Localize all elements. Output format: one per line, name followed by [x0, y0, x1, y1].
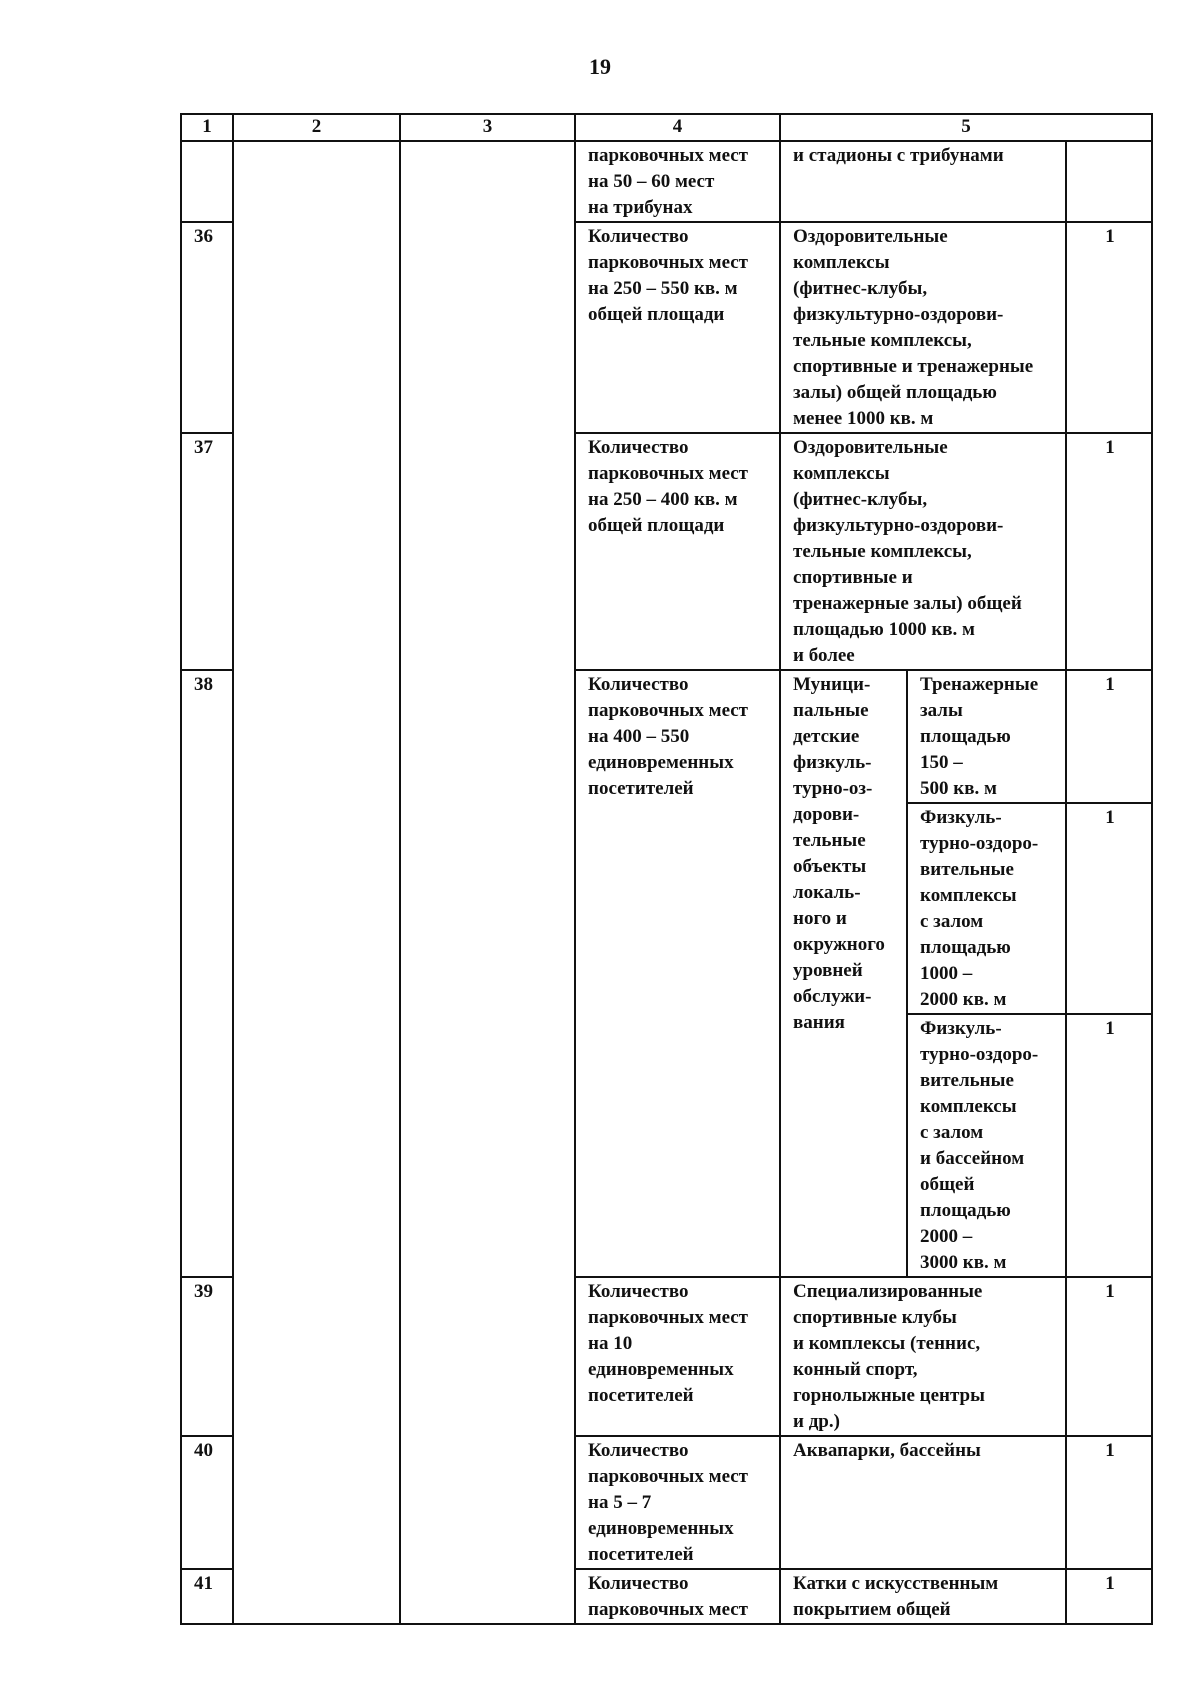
column-header-3: 3: [400, 114, 575, 141]
object-type-cell: Оздоровительные комплексы (фитнес-клубы, физкультурно-оздорови- тельные комплексы, спортивные и тренажерные залы) общей площадью менее 1000 кв. м: [780, 222, 1066, 433]
norm-cell: Количество парковочных мест на 5 – 7 единовременных посетителей: [575, 1436, 780, 1569]
object-type-cell: Оздоровительные комплексы (фитнес-клубы, физкультурно-оздорови- тельные комплексы, спортивные и тренажерные залы) общей площадью 1000 кв. м и более: [780, 433, 1066, 670]
object-group-cell: Муници- пальные детские физкуль- турно-оз- дорови- тельные объекты локаль- ного и окружного уровней обслужи- вания: [780, 670, 907, 1277]
norm-cell: Количество парковочных мест на 250 – 550 кв. м общей площади: [575, 222, 780, 433]
row-number-cell: [181, 141, 233, 222]
object-type-cell: Специализированные спортивные клубы и комплексы (теннис, конный спорт, горнолыжные центры и др.): [780, 1277, 1066, 1436]
column-3-cell: [400, 141, 575, 1624]
norm-cell: парковочных мест на 50 – 60 мест на трибунах: [575, 141, 780, 222]
row-number-cell: 40: [181, 1436, 233, 1569]
page-number: 19: [589, 54, 611, 79]
count-cell: [1066, 141, 1152, 222]
count-cell: 1: [1066, 803, 1152, 1014]
object-type-cell: и стадионы с трибунами: [780, 141, 1066, 222]
norm-cell: Количество парковочных мест: [575, 1569, 780, 1624]
row-number-cell: 37: [181, 433, 233, 670]
norms-table: [180, 113, 1153, 1625]
object-subtype-cell: Физкуль- турно-оздоро- вительные комплексы с залом и бассейном общей площадью 2000 – 3000 кв. м: [907, 1014, 1066, 1277]
column-header-2: 2: [233, 114, 400, 141]
count-cell: 1: [1066, 433, 1152, 670]
object-type-cell: Катки с искусственным покрытием общей: [780, 1569, 1066, 1624]
object-type-cell: Аквапарки, бассейны: [780, 1436, 1066, 1569]
object-subtype-cell: Физкуль- турно-оздоро- вительные комплексы с залом площадью 1000 – 2000 кв. м: [907, 803, 1066, 1014]
count-cell: 1: [1066, 670, 1152, 803]
object-subtype-cell: Тренажерные залы площадью 150 – 500 кв. м: [907, 670, 1066, 803]
row-number-cell: 38: [181, 670, 233, 1277]
column-2-cell: [233, 141, 400, 1624]
column-header-4: 4: [575, 114, 780, 141]
header-row: [181, 114, 1152, 141]
count-cell: 1: [1066, 1014, 1152, 1277]
row-number-cell: 41: [181, 1569, 233, 1624]
row-number-cell: 39: [181, 1277, 233, 1436]
count-cell: 1: [1066, 1277, 1152, 1436]
column-header-1: 1: [181, 114, 233, 141]
count-cell: 1: [1066, 1436, 1152, 1569]
column-header-5: 5: [780, 114, 1152, 141]
norm-cell: Количество парковочных мест на 400 – 550 единовременных посетителей: [575, 670, 780, 1277]
table-row-continuation: [181, 141, 1152, 222]
count-cell: 1: [1066, 1569, 1152, 1624]
norm-cell: Количество парковочных мест на 10 единовременных посетителей: [575, 1277, 780, 1436]
count-cell: 1: [1066, 222, 1152, 433]
row-number-cell: 36: [181, 222, 233, 433]
norm-cell: Количество парковочных мест на 250 – 400 кв. м общей площади: [575, 433, 780, 670]
